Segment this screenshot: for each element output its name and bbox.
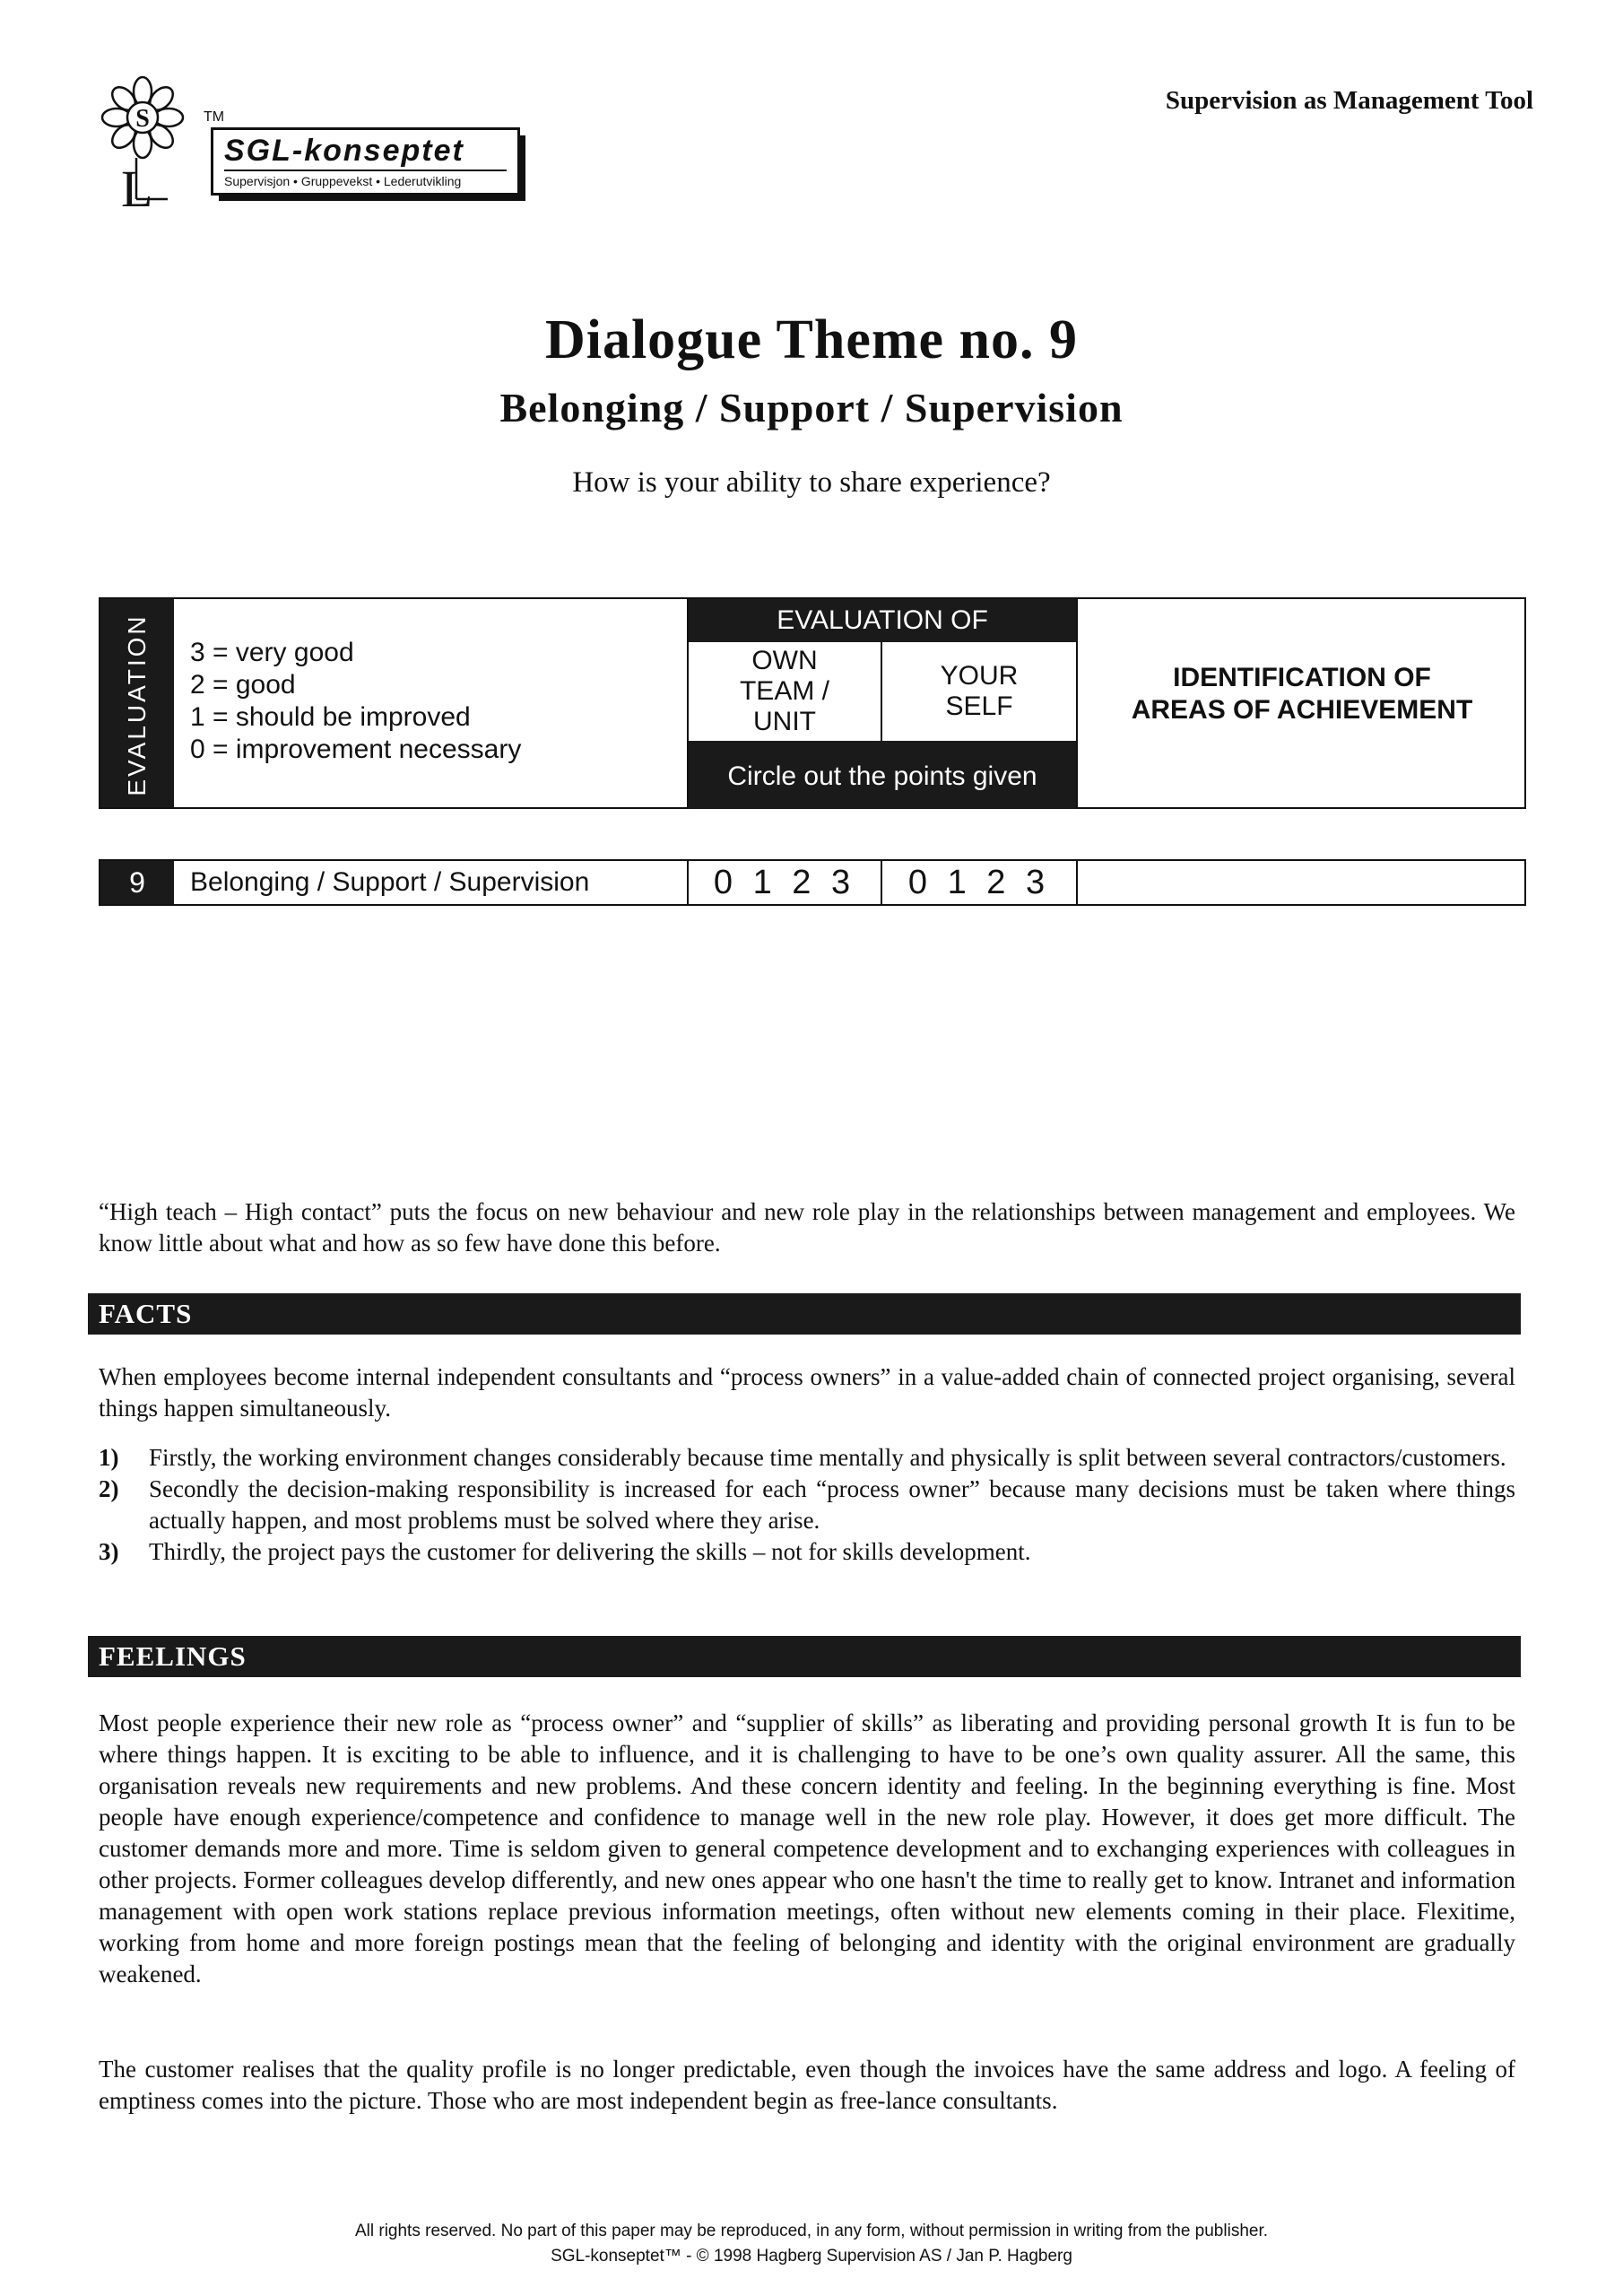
running-header: Supervision as Management Tool: [1165, 86, 1533, 115]
own-team-points[interactable]: 0 1 2 3: [687, 861, 882, 904]
score-row: [99, 859, 1526, 906]
identification-line: IDENTIFICATION OF: [1173, 663, 1431, 692]
logo-box: [211, 127, 520, 196]
scale-item: 0 = improvement necessary: [190, 735, 522, 764]
list-item: [99, 1474, 1515, 1536]
identification-line: AREAS OF ACHIEVEMENT: [1131, 695, 1473, 725]
your-self-line: YOUR: [940, 661, 1019, 691]
own-team-line: TEAM /: [739, 676, 829, 706]
scale-item: 2 = good: [190, 670, 296, 700]
theme-question: How is your ability to share experience?: [572, 466, 1051, 499]
theme-label: Belonging / Support / Supervision: [190, 867, 590, 897]
identification-header: [1080, 599, 1524, 807]
facts-heading: FACTS: [88, 1293, 1521, 1335]
footer-copyright-notice: All rights reserved. No part of this paper may be reproduced, in any form, without permission in writing from the publisher.: [354, 2222, 1269, 2240]
list-number: 1): [99, 1444, 119, 1471]
evaluation-side-bar: [100, 599, 174, 807]
logo-name: SGL-konseptet: [224, 134, 464, 168]
your-self-line: SELF: [945, 691, 1013, 721]
svg-text:L: L: [121, 160, 153, 218]
rating-scale: [190, 637, 521, 766]
list-text: Thirdly, the project pays the customer for delivering the skills – not for skills development.: [149, 1538, 1031, 1565]
own-team-line: UNIT: [752, 707, 816, 736]
scale-item: 3 = very good: [190, 638, 354, 667]
page-title: Dialogue Theme no. 9: [544, 309, 1079, 370]
list-text: Secondly the decision-making responsibility is increased for each “process owner” because many decisions must be taken where things actually happen, and most problems must be solved where they arise.: [149, 1475, 1515, 1534]
feelings-paragraph: Most people experience their new role as “process owner” and “supplier of skills” as liberating and providing personal growth It is fun to be where things happen. It is exciting to be able to influence, and it is challenging to have to be one’s own quality assurer. All the same, this organisation reveals new requirements and new problems. And these concern identity and feeling. In the beginning everything is fine. Most people have enough experience/competence and confidence to manage well in the new role play. However, it does get more difficult. The customer demands more and more. Time is seldom given to general competence development and to exchanging experiences with colleagues in other projects. Former colleagues develop differently, and new ones appear who one hasn't the time to really get to know. Intranet and information management with open work stations replace previous information meetings, often without new elements coming in their place. Flexitime, working from home and more foreign postings mean that the feeling of belonging and identity with the original environment are gradually weakened.: [99, 1709, 1515, 1987]
evaluation-of-header: EVALUATION OF: [689, 599, 1076, 642]
flower-logo-icon: [85, 72, 202, 220]
own-team-line: OWN: [751, 646, 818, 675]
your-self-points[interactable]: 0 1 2 3: [882, 861, 1078, 904]
logo: [85, 72, 534, 224]
feelings-paragraph: The customer realises that the quality profile is no longer predictable, even though the invoices have the same address and logo. A feeling of emptiness comes into the picture. Those who are most independent begin as free-lance consultants.: [99, 2056, 1515, 2114]
feelings-heading: FEELINGS: [88, 1636, 1521, 1677]
own-team-unit-header: [689, 642, 882, 741]
theme-number: 9: [100, 861, 174, 904]
circle-instruction: Circle out the points given: [689, 741, 1076, 809]
footer-publisher: SGL-konseptet™ - © 1998 Hagberg Supervision AS / Jan P. Hagberg: [551, 2247, 1072, 2266]
scale-item: 1 = should be improved: [190, 702, 471, 732]
page-subtitle: Belonging / Support / Supervision: [499, 385, 1124, 430]
trademark-mark: TM: [204, 109, 225, 125]
evaluation-side-label: EVALUATION: [123, 613, 151, 796]
facts-list: [99, 1442, 1515, 1568]
evaluation-of-column: [687, 599, 1078, 807]
list-item: [99, 1442, 1515, 1474]
svg-text:S: S: [135, 105, 150, 133]
logo-tagline: Supervisjon • Gruppevekst • Lederutvikling: [224, 170, 507, 188]
list-item: [99, 1536, 1515, 1568]
list-number: 3): [99, 1538, 119, 1565]
your-self-header: [882, 642, 1076, 741]
list-text: Firstly, the working environment changes considerably because time mentally and physically is split between several contractors/customers.: [149, 1444, 1506, 1471]
intro-paragraph: “High teach – High contact” puts the focus on new behaviour and new role play in the relationships between management and employees. We know little about what and how as so few have done this before.: [99, 1198, 1515, 1257]
evaluation-table: [99, 597, 1526, 809]
facts-paragraph: When employees become internal independent consultants and “process owners” in a value-added chain of connected project organising, several things happen simultaneously.: [99, 1363, 1515, 1422]
list-number: 2): [99, 1475, 119, 1502]
